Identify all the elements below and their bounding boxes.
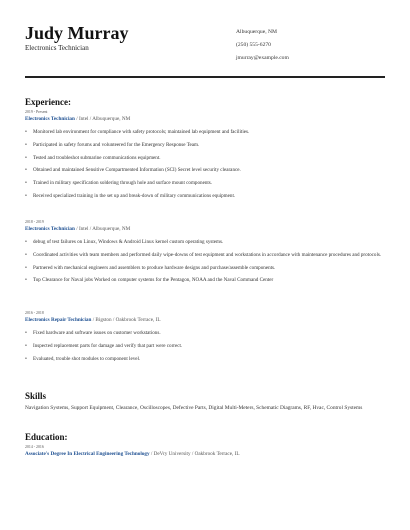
job-title-line [25, 316, 385, 324]
list-item: • Evaluated, trouble shot modules to component level. [25, 356, 385, 362]
contact-phone: (250) 555-6270 [236, 42, 271, 48]
skills-list: Navigation Systems, Support Equipment, Clearance, Oscilloscopes, Defective Parts, Digital Multi-Meters, Schematic Diagrams, RF, Hvac, Control Systems [25, 405, 363, 411]
list-item: • Partnered with mechanical engineers and assemblers to produce hardware designs and purchase/assemble components. [25, 265, 385, 271]
job-bullets [25, 239, 385, 283]
list-item: • Coordinated activities with team members and performed daily wipe-downs of test equipment and workstations in accordance with maintenance procedures and protocols. [25, 252, 385, 258]
list-item: • Top Clearance for Naval jobs Worked on computer systems for the Pentagon, NOAA and the Naval Command Center [25, 277, 385, 283]
job-entry-1 [25, 110, 385, 199]
list-item: • debug of test failures on Linux, Windows & Android Linux kernel custom operating systems. [25, 239, 385, 245]
list-item: • Inspected replacement parts for damage and verify that part were correct. [25, 343, 385, 349]
education-school: / DeVry University / Oakbrook Terrace, IL [149, 451, 240, 457]
job-bullets [25, 129, 385, 199]
job-dates: 2019 - Present [25, 110, 48, 114]
job-employer-location: / Intel / Albuquerque, NM [74, 116, 131, 122]
job-employer-location: / Bigston / Oakbrook Terrace, IL [91, 317, 161, 323]
job-dates: 2016 - 2018 [25, 311, 44, 315]
education-degree: Associate's Degree In Electrical Engineering Technology [25, 451, 150, 457]
job-title-line [25, 115, 385, 123]
job-title: Electronics Technician [25, 116, 75, 122]
job-bullets [25, 330, 385, 362]
education-dates: 2014 - 2016 [25, 445, 44, 449]
education-heading: Education: [25, 432, 68, 442]
education-line [25, 450, 385, 458]
header-divider [25, 76, 385, 78]
job-entry-2 [25, 220, 385, 283]
list-item: • Fixed hardware and software issues on customer workstations. [25, 330, 385, 336]
job-title: Electronics Technician [25, 226, 75, 232]
contact-location: Albuquerque, NM [236, 29, 278, 35]
list-item: • Monitored lab environment for compliance with safety protocols; maintained lab equipment and facilities. [25, 129, 385, 135]
candidate-name: Judy Murray [25, 23, 129, 43]
job-employer-location: / Intel / Albuquerque, NM [74, 226, 131, 232]
experience-heading: Experience: [25, 97, 71, 107]
job-dates: 2018 - 2019 [25, 220, 44, 224]
job-entry-3 [25, 311, 385, 362]
list-item: • Trained in military specification soldering through hole and surface mount components. [25, 180, 385, 186]
list-item: • Participated in safety forums and volunteered for the Emergency Response Team. [25, 142, 385, 148]
list-item: • Obtained and maintained Sensitive Compartmented Information (SCI) Secret level security clearance. [25, 167, 385, 173]
list-item: • Received specialized training in the set up and break-down of military communications equipment. [25, 193, 385, 199]
contact-email[interactable]: jmurray@example.com [236, 55, 289, 61]
skills-heading: Skills [25, 391, 47, 401]
job-title: Electronics Repair Technician [25, 317, 92, 323]
job-title-line [25, 225, 385, 233]
education-entry [25, 445, 385, 458]
list-item: • Tested and troubleshot submarine communications equipment. [25, 155, 385, 161]
candidate-role: Electronics Technician [25, 44, 89, 52]
